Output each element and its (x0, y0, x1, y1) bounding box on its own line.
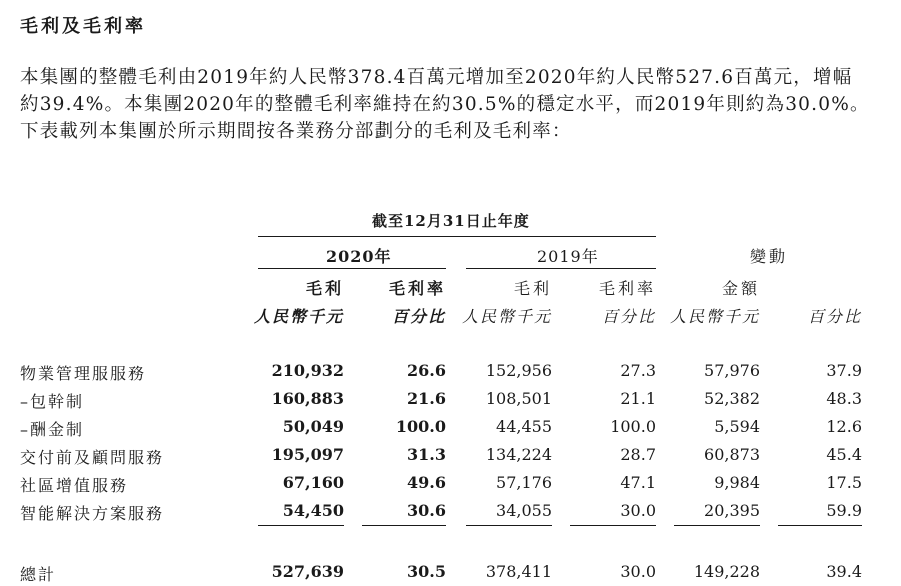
table-cell: 57,176 (496, 473, 552, 492)
col-header-0: 毛利 (305, 279, 344, 298)
table-cell: 48.3 (826, 389, 862, 408)
table-cell: 160,883 (271, 389, 344, 408)
table-cell: 30.0 (620, 501, 656, 520)
col-unit-2: 人民幣千元 (461, 307, 552, 326)
section-title: 毛利及毛利率 (20, 16, 146, 37)
col-unit-5: 百分比 (807, 307, 862, 326)
col-unit-0: 人民幣千元 (253, 307, 344, 326)
row-label: –酬金制 (20, 420, 85, 439)
total-cell: 30.0 (620, 562, 656, 581)
year-2020-header: 2020年 (326, 247, 392, 266)
total-cell: 30.5 (407, 562, 446, 581)
table-cell: 34,055 (496, 501, 552, 520)
table-cell: 108,501 (485, 389, 552, 408)
total-cell: 378,411 (485, 562, 552, 581)
table-cell: 30.6 (407, 501, 446, 520)
subtotal-line-col5 (674, 525, 760, 526)
table-cell: 54,450 (282, 501, 344, 520)
table-cell: 49.6 (407, 473, 446, 492)
period-underline (258, 236, 656, 237)
table-cell: 17.5 (826, 473, 862, 492)
table-cell: 57,976 (704, 361, 760, 380)
subtotal-line-col2 (362, 525, 446, 526)
col-header-1: 毛利率 (388, 279, 446, 298)
table-cell: 100.0 (610, 417, 656, 436)
table-cell: 12.6 (826, 417, 862, 436)
row-label: 社區增值服務 (20, 476, 129, 495)
table-cell: 60,873 (704, 445, 760, 464)
table-cell: 31.3 (407, 445, 446, 464)
table-cell: 134,224 (485, 445, 552, 464)
subtotal-line-col1 (258, 525, 344, 526)
table-cell: 26.6 (407, 361, 446, 380)
table-cell: 27.3 (620, 361, 656, 380)
table-cell: 9,984 (714, 473, 760, 492)
year-2020-underline (258, 268, 446, 269)
table-cell: 44,455 (496, 417, 552, 436)
col-header-4: 金額 (721, 279, 760, 298)
year-2019-underline (466, 268, 656, 269)
col-header-2: 毛利 (513, 279, 552, 298)
col-header-3: 毛利率 (598, 279, 656, 298)
table-cell: 50,049 (282, 417, 344, 436)
row-label: 智能解決方案服務 (20, 504, 165, 523)
table-cell: 59.9 (826, 501, 862, 520)
table-cell: 21.6 (407, 389, 446, 408)
body-paragraph: 本集團的整體毛利由2019年約人民幣378.4百萬元增加至2020年約人民幣527.6百萬元，增幅約39.4%。本集團2020年的整體毛利率維持在約30.5%的穩定水平，而2019年則約為30.0%。下表載列本集團於所示期間按各業務分部劃分的毛利及毛利率： (20, 67, 870, 142)
subtotal-line-col3 (466, 525, 552, 526)
col-unit-4: 人民幣千元 (669, 307, 760, 326)
col-unit-3: 百分比 (601, 307, 656, 326)
table-cell: 20,395 (704, 501, 760, 520)
period-header: 截至12月31日止年度 (372, 212, 530, 230)
year-2019-header: 2019年 (537, 247, 599, 266)
table-cell: 152,956 (485, 361, 552, 380)
subtotal-line-col6 (778, 525, 862, 526)
subtotal-line-col4 (570, 525, 656, 526)
table-cell: 52,382 (704, 389, 760, 408)
col-unit-1: 百分比 (391, 307, 446, 326)
table-cell: 67,160 (282, 473, 344, 492)
table-cell: 28.7 (620, 445, 656, 464)
table-cell: 47.1 (620, 473, 656, 492)
table-cell: 5,594 (714, 417, 760, 436)
table-cell: 210,932 (271, 361, 344, 380)
table-cell: 195,097 (271, 445, 344, 464)
table-cell: 21.1 (620, 389, 656, 408)
total-cell: 527,639 (271, 562, 344, 581)
row-label: –包幹制 (20, 392, 85, 411)
table-cell: 37.9 (826, 361, 862, 380)
table-cell: 100.0 (395, 417, 446, 436)
table-cell: 45.4 (826, 445, 862, 464)
row-label: 交付前及顧問服務 (20, 448, 165, 467)
total-label: 總計 (20, 565, 57, 584)
row-label: 物業管理服服務 (20, 364, 147, 383)
change-header: 變動 (750, 247, 789, 266)
total-cell: 149,228 (693, 562, 760, 581)
total-cell: 39.4 (826, 562, 862, 581)
